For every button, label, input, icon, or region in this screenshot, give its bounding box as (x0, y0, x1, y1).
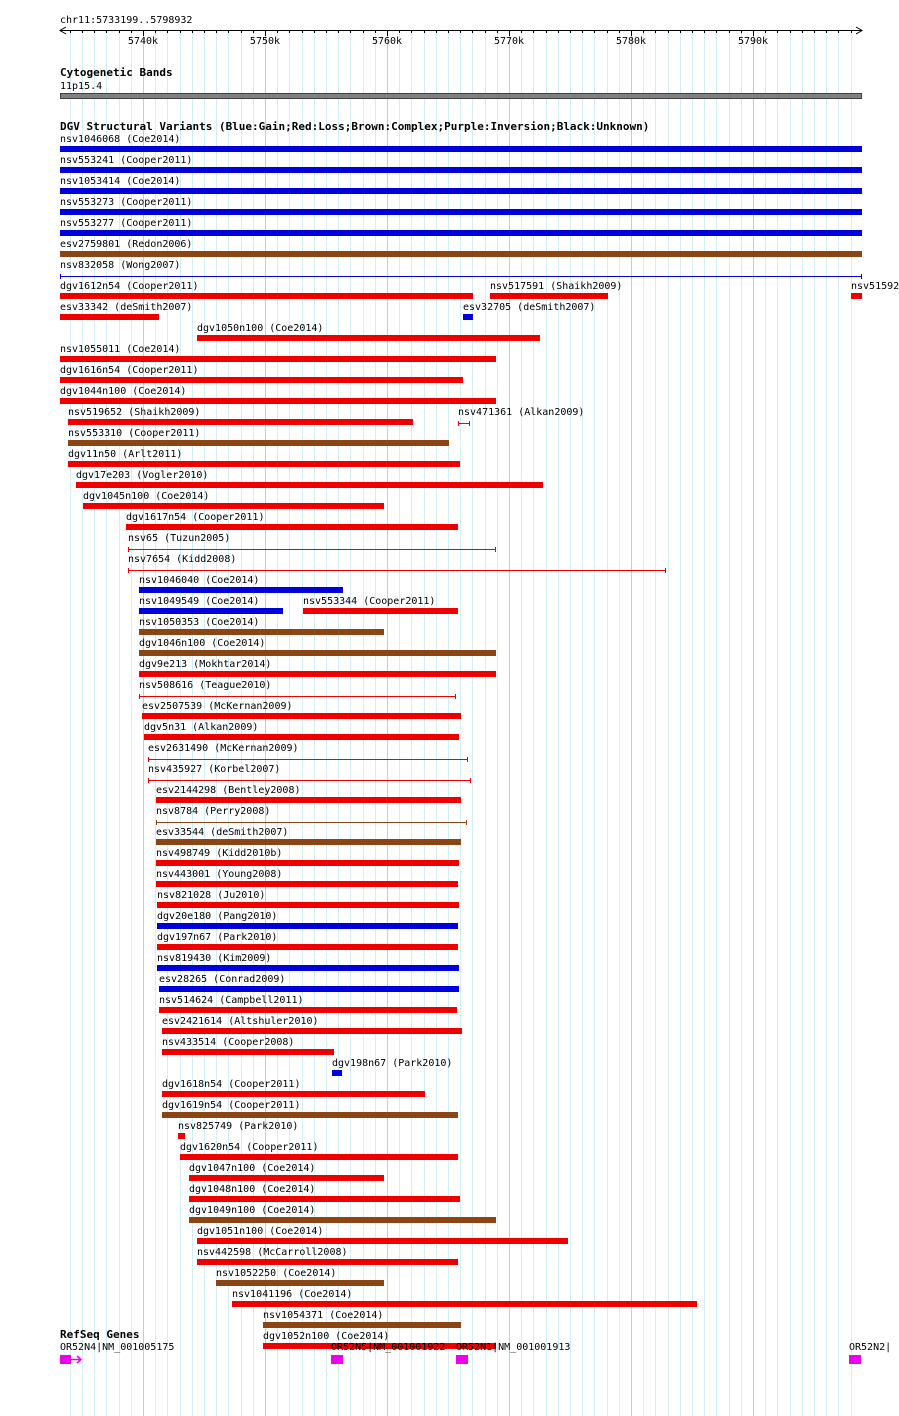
variant-label: dgv1612n54 (Cooper2011) (60, 281, 199, 292)
variant-bar[interactable] (60, 188, 862, 194)
variant-label: esv2631490 (McKernan2009) (148, 743, 299, 754)
variant-bar[interactable] (156, 839, 461, 845)
variant-bar[interactable] (232, 1301, 697, 1307)
dgv-track-title: DGV Structural Variants (Blue:Gain;Red:Loss;Brown:Complex;Purple:Inversion;Black:Unknown) (60, 120, 650, 133)
variant-bar[interactable] (156, 860, 459, 866)
variant-bar[interactable] (458, 421, 470, 426)
variant-bar[interactable] (332, 1070, 342, 1076)
variant-label: nsv442598 (McCarroll2008) (197, 1247, 348, 1258)
variant-bar[interactable] (159, 986, 459, 992)
variant-bar-line (129, 570, 665, 571)
variant-bar[interactable] (76, 482, 543, 488)
variant-label: dgv1619n54 (Cooper2011) (162, 1100, 301, 1111)
refseq-track-title: RefSeq Genes (60, 1328, 140, 1341)
variant-bar[interactable] (157, 965, 459, 971)
variant-label: esv2421614 (Altshuler2010) (162, 1016, 319, 1027)
variant-bar[interactable] (189, 1175, 384, 1181)
variant-label: dgv1618n54 (Cooper2011) (162, 1079, 301, 1090)
variant-bar[interactable] (139, 608, 283, 614)
variant-bar[interactable] (128, 547, 496, 552)
variant-label: dgv197n67 (Park2010) (157, 932, 278, 943)
variant-label: dgv1047n100 (Coe2014) (189, 1163, 316, 1174)
variant-label: esv2507539 (McKernan2009) (142, 701, 293, 712)
variant-bar[interactable] (60, 293, 473, 299)
variant-bar[interactable] (180, 1154, 458, 1160)
variant-label: dgv1620n54 (Cooper2011) (180, 1142, 319, 1153)
variant-bar[interactable] (159, 1007, 457, 1013)
variant-bar[interactable] (60, 209, 862, 215)
variant-label: dgv1051n100 (Coe2014) (197, 1226, 324, 1237)
variant-label: nsv1046040 (Coe2014) (139, 575, 260, 586)
position-ruler[interactable] (60, 30, 862, 50)
variant-label: dgv1048n100 (Coe2014) (189, 1184, 316, 1195)
variant-label: nsv1050353 (Coe2014) (139, 617, 260, 628)
gene-exon-box[interactable] (60, 1355, 71, 1364)
variant-bar[interactable] (68, 440, 449, 446)
variant-bar[interactable] (156, 820, 467, 825)
variant-bar[interactable] (148, 757, 468, 762)
variant-bar[interactable] (197, 1238, 568, 1244)
variant-bar[interactable] (156, 797, 461, 803)
variant-bar[interactable] (83, 503, 384, 509)
variant-label: nsv514624 (Campbell2011) (159, 995, 304, 1006)
variant-label: nsv51592 (851, 281, 899, 292)
variant-label: nsv825749 (Park2010) (178, 1121, 299, 1132)
variant-bar[interactable] (463, 314, 473, 320)
variant-label: nsv1053414 (Coe2014) (60, 176, 181, 187)
cytoband-bar[interactable] (60, 93, 862, 99)
variant-bar[interactable] (139, 694, 456, 699)
variant-bar[interactable] (162, 1091, 425, 1097)
variant-label: nsv8784 (Perry2008) (156, 806, 271, 817)
variant-label: esv2144298 (Bentley2008) (156, 785, 301, 796)
variant-label: nsv553277 (Cooper2011) (60, 218, 193, 229)
ruler-tick-label: 5760k (371, 36, 403, 47)
variant-bar[interactable] (490, 293, 608, 299)
variant-label: nsv65 (Tuzun2005) (128, 533, 231, 544)
variant-bar-line (140, 696, 455, 697)
variant-bar[interactable] (60, 274, 862, 279)
variant-bar-line (459, 423, 469, 424)
variant-bar[interactable] (851, 293, 862, 299)
variant-bar-line (157, 822, 466, 823)
variant-bar[interactable] (144, 734, 459, 740)
variant-label: esv33342 (deSmith2007) (60, 302, 193, 313)
variant-bar[interactable] (60, 398, 496, 404)
variant-label: nsv517591 (Shaikh2009) (490, 281, 623, 292)
variant-label: nsv508616 (Teague2010) (139, 680, 272, 691)
variant-bar[interactable] (68, 419, 413, 425)
variant-label: nsv1049549 (Coe2014) (139, 596, 260, 607)
cytoband-track-title: Cytogenetic Bands (60, 66, 173, 79)
gene-label: OR52N5|NM_001001922 (331, 1342, 446, 1353)
variant-label: dgv1049n100 (Coe2014) (189, 1205, 316, 1216)
variant-label: dgv1617n54 (Cooper2011) (126, 512, 265, 523)
variant-bar[interactable] (60, 356, 496, 362)
variant-bar-line (149, 780, 470, 781)
variant-bar[interactable] (157, 923, 458, 929)
variant-label: nsv553310 (Cooper2011) (68, 428, 201, 439)
ruler-tick-label: 5740k (127, 36, 159, 47)
variant-bar[interactable] (197, 335, 540, 341)
variant-label: dgv1046n100 (Coe2014) (139, 638, 266, 649)
coordinate-label: chr11:5733199..5798932 (60, 15, 193, 26)
variant-label: nsv498749 (Kidd2010b) (156, 848, 283, 859)
variant-bar[interactable] (197, 1259, 458, 1265)
gene-label: OR52N4|NM_001005175 (60, 1342, 175, 1353)
variant-bar[interactable] (162, 1112, 458, 1118)
variant-bar[interactable] (157, 902, 459, 908)
variant-label: esv32705 (deSmith2007) (463, 302, 596, 313)
variant-label: dgv17e203 (Vogler2010) (76, 470, 209, 481)
variant-label: dgv20e180 (Pang2010) (157, 911, 278, 922)
variant-bar[interactable] (189, 1217, 496, 1223)
variant-bar[interactable] (148, 778, 471, 783)
ruler-tick-label: 5750k (249, 36, 281, 47)
variant-label: nsv1046068 (Coe2014) (60, 134, 181, 145)
variant-label: nsv1054371 (Coe2014) (263, 1310, 384, 1321)
variant-label: nsv821028 (Ju2010) (157, 890, 266, 901)
variant-label: nsv832058 (Wong2007) (60, 260, 181, 271)
variant-label: dgv1616n54 (Cooper2011) (60, 365, 199, 376)
variant-label: nsv435927 (Korbel2007) (148, 764, 281, 775)
gene-exon-box[interactable] (331, 1355, 343, 1364)
variant-label: dgv1052n100 (Coe2014) (263, 1331, 390, 1342)
variant-label: nsv519652 (Shaikh2009) (68, 407, 201, 418)
gene-exon-box[interactable] (456, 1355, 468, 1364)
variant-bar[interactable] (139, 629, 384, 635)
variant-label: nsv443001 (Young2008) (156, 869, 283, 880)
gene-label: OR52N2| (849, 1342, 892, 1353)
variant-bar[interactable] (60, 251, 862, 257)
cytoband-label: 11p15.4 (60, 81, 103, 92)
ruler-tick-label: 5780k (615, 36, 647, 47)
variant-bar[interactable] (303, 608, 458, 614)
variant-label: nsv1041196 (Coe2014) (232, 1289, 353, 1300)
strand-arrow-icon (71, 1355, 83, 1365)
variant-label: nsv1052250 (Coe2014) (216, 1268, 337, 1279)
variant-bar[interactable] (216, 1280, 384, 1286)
variant-bar[interactable] (60, 230, 862, 236)
variant-bar[interactable] (60, 146, 862, 152)
variant-bar-line (149, 759, 467, 760)
variant-bar[interactable] (139, 671, 496, 677)
variant-label: dgv1045n100 (Coe2014) (83, 491, 210, 502)
variant-bar[interactable] (162, 1049, 334, 1055)
variant-label: dgv1050n100 (Coe2014) (197, 323, 324, 334)
variant-bar[interactable] (60, 314, 159, 320)
variant-label: nsv553273 (Cooper2011) (60, 197, 193, 208)
variant-bar[interactable] (162, 1028, 462, 1034)
variant-label: dgv9e213 (Mokhtar2014) (139, 659, 272, 670)
variant-bar[interactable] (60, 377, 463, 383)
variant-label: esv2759801 (Redon2006) (60, 239, 193, 250)
variant-bar[interactable] (68, 461, 460, 467)
variant-bar-line (129, 549, 495, 550)
gene-exon-box[interactable] (849, 1355, 861, 1364)
variant-label: dgv11n50 (Arlt2011) (68, 449, 183, 460)
variant-bar[interactable] (139, 587, 343, 593)
gene-label: OR52N1|NM_001001913 (456, 1342, 571, 1353)
variant-label: nsv553344 (Cooper2011) (303, 596, 436, 607)
variant-label: nsv471361 (Alkan2009) (458, 407, 585, 418)
variant-label: nsv7654 (Kidd2008) (128, 554, 237, 565)
variant-bar[interactable] (189, 1196, 460, 1202)
variant-label: esv28265 (Conrad2009) (159, 974, 286, 985)
variant-label: nsv819430 (Kim2009) (157, 953, 272, 964)
variant-bar[interactable] (128, 568, 666, 573)
variant-bar[interactable] (178, 1133, 185, 1139)
variant-bar[interactable] (263, 1322, 461, 1328)
variant-label: esv33544 (deSmith2007) (156, 827, 289, 838)
variant-bar[interactable] (126, 524, 458, 530)
variant-label: dgv5n31 (Alkan2009) (144, 722, 259, 733)
ruler-tick-label: 5770k (493, 36, 525, 47)
variant-label: nsv553241 (Cooper2011) (60, 155, 193, 166)
variant-bar[interactable] (157, 944, 458, 950)
variant-label: dgv1044n100 (Coe2014) (60, 386, 187, 397)
ruler-tick-label: 5790k (737, 36, 769, 47)
variant-bar[interactable] (142, 713, 461, 719)
variant-label: nsv1055011 (Coe2014) (60, 344, 181, 355)
variant-label: nsv433514 (Cooper2008) (162, 1037, 295, 1048)
variant-bar[interactable] (60, 167, 862, 173)
variant-bar[interactable] (139, 650, 496, 656)
variant-label: dgv198n67 (Park2010) (332, 1058, 453, 1069)
variant-bar-line (61, 276, 861, 277)
variant-bar[interactable] (156, 881, 458, 887)
